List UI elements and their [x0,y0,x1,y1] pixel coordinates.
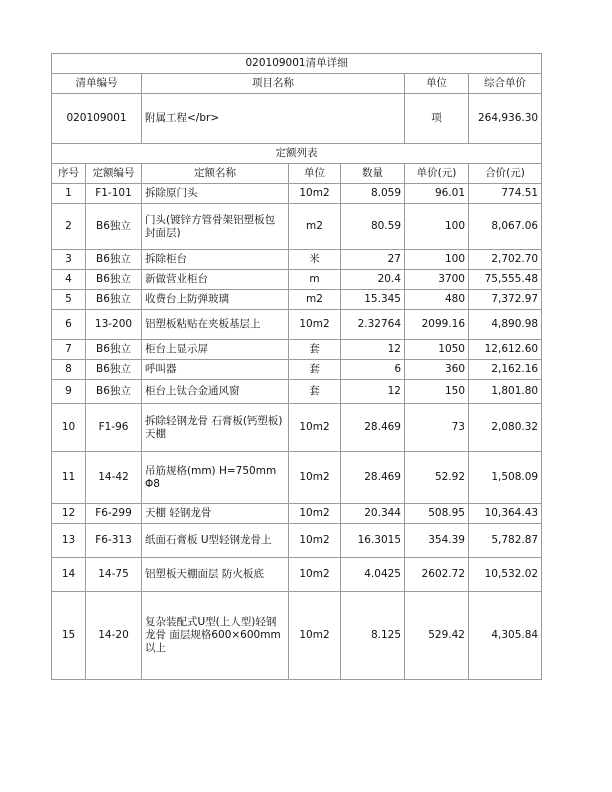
row-unit-price: 73 [405,404,469,452]
bill-price-header: 综合单价 [469,74,542,94]
bill-unit: 项 [405,94,469,144]
quota-name-header: 定额名称 [142,164,289,184]
row-seq: 2 [52,204,86,250]
row-qty: 16.3015 [341,524,405,558]
row-quota-code: B6独立 [86,250,142,270]
row-quota-name: 呼叫器 [142,360,289,380]
row-seq: 9 [52,380,86,404]
row-unit-price: 100 [405,204,469,250]
row-quota-code: 14-42 [86,452,142,504]
row-seq: 7 [52,340,86,360]
table-row [52,360,542,380]
unit-header: 单位 [289,164,341,184]
table-row [52,270,542,290]
table-row [52,184,542,204]
bill-price: 264,936.30 [469,94,542,144]
row-quota-name: 新做营业柜台 [142,270,289,290]
table-row [52,250,542,270]
row-total: 5,782.87 [469,524,542,558]
row-quota-name: 复杂装配式U型(上人型)轻钢龙骨 面层规格600×600mm以上 [142,592,289,680]
row-total: 4,890.98 [469,310,542,340]
row-seq: 3 [52,250,86,270]
row-unit: 10m2 [289,524,341,558]
table-row [52,558,542,592]
row-unit: 10m2 [289,592,341,680]
row-qty: 80.59 [341,204,405,250]
row-unit: 套 [289,380,341,404]
row-unit-price: 508.95 [405,504,469,524]
row-unit-price: 96.01 [405,184,469,204]
row-total: 12,612.60 [469,340,542,360]
row-qty: 8.125 [341,592,405,680]
row-quota-code: B6独立 [86,204,142,250]
row-quota-name: 吊筋规格(mm) H=750mm Φ8 [142,452,289,504]
row-qty: 20.4 [341,270,405,290]
sheet-title: 020109001清单详细 [52,54,542,74]
row-unit-price: 150 [405,380,469,404]
seq-header: 序号 [52,164,86,184]
row-quota-code: B6独立 [86,380,142,404]
row-unit: m [289,270,341,290]
total-header: 合价(元) [469,164,542,184]
bill-unit-header: 单位 [405,74,469,94]
row-total: 10,532.02 [469,558,542,592]
row-unit: 10m2 [289,184,341,204]
row-quota-code: B6独立 [86,290,142,310]
row-unit: 套 [289,360,341,380]
table-row [52,592,542,680]
row-quota-name: 门头(镀锌方管骨架铝塑板包封面层) [142,204,289,250]
row-seq: 11 [52,452,86,504]
row-unit-price: 100 [405,250,469,270]
row-quota-code: B6独立 [86,340,142,360]
row-unit-price: 529.42 [405,592,469,680]
row-quota-name: 拆除原门头 [142,184,289,204]
row-unit-price: 360 [405,360,469,380]
row-seq: 6 [52,310,86,340]
row-qty: 12 [341,380,405,404]
row-unit-price: 2602.72 [405,558,469,592]
row-seq: 10 [52,404,86,452]
row-unit-price: 2099.16 [405,310,469,340]
row-seq: 5 [52,290,86,310]
row-unit: 10m2 [289,504,341,524]
row-unit: 10m2 [289,452,341,504]
row-seq: 8 [52,360,86,380]
row-seq: 15 [52,592,86,680]
row-seq: 13 [52,524,86,558]
table-row [52,310,542,340]
table-row [52,504,542,524]
row-total: 1,801.80 [469,380,542,404]
row-unit-price: 3700 [405,270,469,290]
row-total: 4,305.84 [469,592,542,680]
row-quota-code: B6独立 [86,270,142,290]
bill-code-header: 清单编号 [52,74,142,94]
table-row [52,452,542,504]
row-quota-name: 铝塑板粘贴在夹板基层上 [142,310,289,340]
qty-header: 数量 [341,164,405,184]
table-row [52,204,542,250]
row-seq: 12 [52,504,86,524]
row-quota-name: 收费台上防弹玻璃 [142,290,289,310]
row-total: 1,508.09 [469,452,542,504]
row-quota-name: 柜台上显示屏 [142,340,289,360]
row-total: 2,162.16 [469,360,542,380]
row-total: 8,067.06 [469,204,542,250]
row-quota-code: F6-299 [86,504,142,524]
row-unit-price: 52.92 [405,452,469,504]
row-qty: 4.0425 [341,558,405,592]
row-total: 774.51 [469,184,542,204]
row-quota-name: 柜台上钛合金通风窗 [142,380,289,404]
row-qty: 2.32764 [341,310,405,340]
bill-name: 附属工程</br> [142,94,405,144]
unit-price-header: 单价(元) [405,164,469,184]
bill-detail-table [51,53,542,680]
row-qty: 6 [341,360,405,380]
row-qty: 28.469 [341,452,405,504]
row-unit: 10m2 [289,404,341,452]
row-total: 2,080.32 [469,404,542,452]
row-unit-price: 480 [405,290,469,310]
row-unit: m2 [289,204,341,250]
row-qty: 12 [341,340,405,360]
row-unit: 10m2 [289,310,341,340]
table-row [52,524,542,558]
row-quota-name: 拆除轻钢龙骨 石膏板(钙塑板)天棚 [142,404,289,452]
row-qty: 8.059 [341,184,405,204]
row-quota-name: 铝塑板天棚面层 防火板底 [142,558,289,592]
quota-list-title: 定额列表 [52,144,542,164]
row-unit: 10m2 [289,558,341,592]
row-seq: 1 [52,184,86,204]
row-seq: 14 [52,558,86,592]
row-total: 7,372.97 [469,290,542,310]
row-total: 10,364.43 [469,504,542,524]
row-qty: 28.469 [341,404,405,452]
row-unit-price: 354.39 [405,524,469,558]
quota-code-header: 定额编号 [86,164,142,184]
bill-code: 020109001 [52,94,142,144]
row-total: 75,555.48 [469,270,542,290]
row-quota-name: 纸面石膏板 U型轻钢龙骨上 [142,524,289,558]
row-seq: 4 [52,270,86,290]
row-unit: 米 [289,250,341,270]
row-quota-name: 拆除柜台 [142,250,289,270]
row-unit: m2 [289,290,341,310]
table-row [52,290,542,310]
row-quota-code: 13-200 [86,310,142,340]
table-row [52,404,542,452]
bill-name-header: 项目名称 [142,74,405,94]
row-qty: 20.344 [341,504,405,524]
table-row [52,380,542,404]
row-unit-price: 1050 [405,340,469,360]
row-qty: 15.345 [341,290,405,310]
table-row [52,340,542,360]
row-quota-code: B6独立 [86,360,142,380]
row-quota-code: F1-96 [86,404,142,452]
row-quota-name: 天棚 轻钢龙骨 [142,504,289,524]
row-quota-code: F1-101 [86,184,142,204]
row-quota-code: 14-75 [86,558,142,592]
row-total: 2,702.70 [469,250,542,270]
row-qty: 27 [341,250,405,270]
row-quota-code: F6-313 [86,524,142,558]
row-unit: 套 [289,340,341,360]
row-quota-code: 14-20 [86,592,142,680]
